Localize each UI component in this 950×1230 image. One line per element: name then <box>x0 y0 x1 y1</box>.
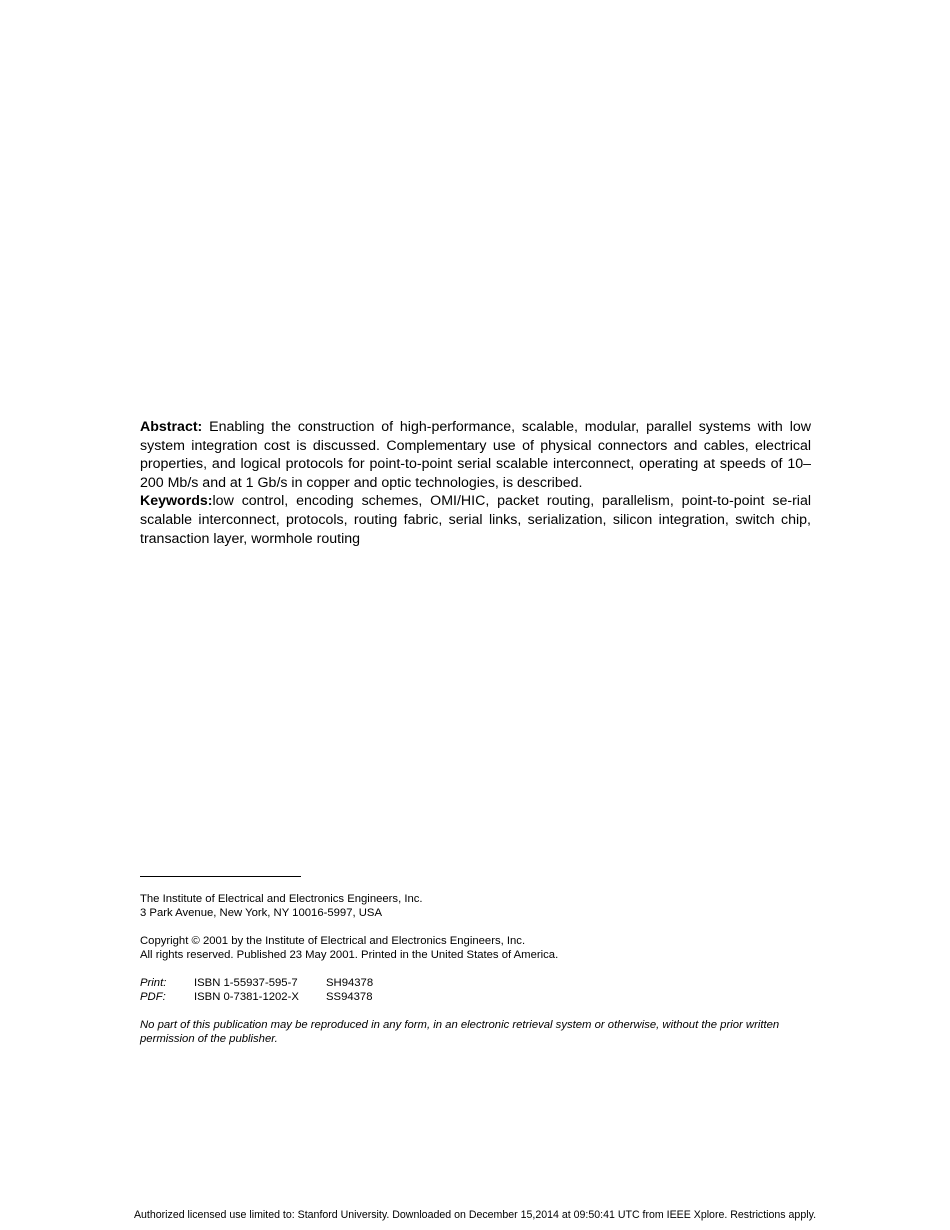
legal-notice: No part of this publication may be reproduced in any form, in an electronic retrieval system or otherwise, without the prior written permission of the publisher. <box>140 1019 780 1045</box>
footnote-divider <box>140 876 301 877</box>
isbn-block <box>140 976 820 1004</box>
copyright-line-2: All rights reserved. Published 23 May 2001. Printed in the United States of America. <box>140 949 559 961</box>
isbn-label: Print: <box>140 977 167 989</box>
isbn-code: SH94378 <box>326 977 374 989</box>
abstract-label: Abstract: <box>140 419 203 435</box>
abstract-section <box>140 418 811 548</box>
publisher-name: The Institute of Electrical and Electronics Engineers, Inc. <box>140 893 423 905</box>
keywords-text: low control, encoding schemes, OMI/HIC, packet routing, parallelism, point-to-point se-rial scalable interconnect, protocols, routing fabric, serial links, serialization, silicon integration, switch chip, transaction layer, wormhole routing <box>140 493 811 547</box>
copyright-block <box>140 934 820 962</box>
publisher-address: 3 Park Avenue, New York, NY 10016-5997, USA <box>140 907 382 919</box>
isbn-row-print <box>140 976 820 990</box>
isbn-label: PDF: <box>140 991 166 1003</box>
abstract-text: Enabling the construction of high-performance, scalable, modular, parallel systems with low system integration cost is discussed. Complementary use of physical connectors and cables, electrical properties, and logical protocols for point-to-point serial scalable interconnect, operating at speeds of 10–200 Mb/s and at 1 Gb/s in copper and optic technologies, is described. <box>140 419 811 491</box>
legal-block <box>140 1018 812 1046</box>
isbn-row-pdf <box>140 990 820 1004</box>
isbn-number: ISBN 0-7381-1202-X <box>194 991 299 1003</box>
publisher-block <box>140 892 820 920</box>
isbn-code: SS94378 <box>326 991 373 1003</box>
isbn-number: ISBN 1-55937-595-7 <box>194 977 298 989</box>
copyright-line-1: Copyright © 2001 by the Institute of Electrical and Electronics Engineers, Inc. <box>140 935 526 947</box>
keywords-paragraph <box>140 492 811 548</box>
authorization-notice: Authorized licensed use limited to: Stanford University. Downloaded on December 15,2014 at 09:50:41 UTC from IEEE Xplore. Restrictions apply. <box>133 1209 817 1221</box>
keywords-label: Keywords: <box>140 493 213 510</box>
abstract-paragraph <box>140 418 811 492</box>
